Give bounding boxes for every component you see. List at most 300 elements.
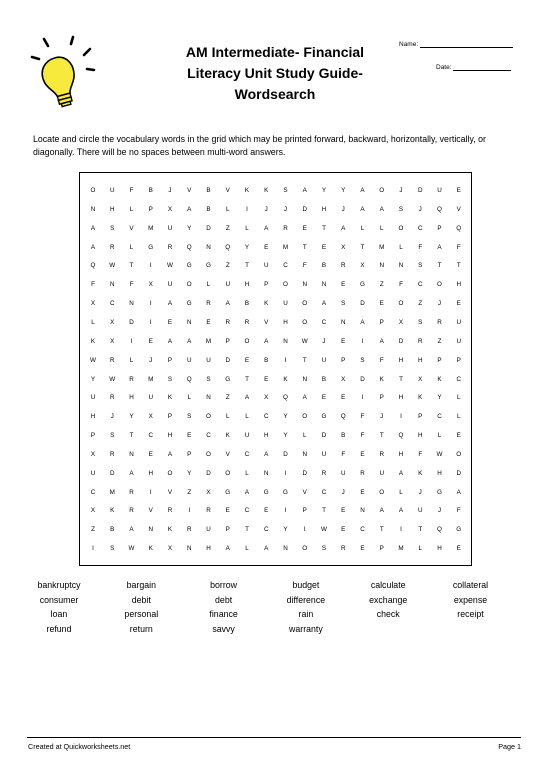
grid-letter[interactable]: T bbox=[437, 262, 442, 270]
grid-letter[interactable]: Y bbox=[437, 394, 442, 402]
grid-letter[interactable]: L bbox=[91, 318, 95, 326]
grid-letter[interactable]: Q bbox=[90, 262, 96, 270]
grid-letter[interactable]: H bbox=[129, 394, 134, 402]
grid-letter[interactable]: Y bbox=[321, 187, 327, 194]
grid-letter[interactable]: J bbox=[168, 187, 172, 194]
grid-letter[interactable]: P bbox=[167, 413, 173, 421]
grid-letter[interactable]: Q bbox=[186, 243, 192, 251]
grid-letter[interactable]: R bbox=[129, 507, 134, 515]
grid-letter[interactable]: O bbox=[90, 187, 96, 194]
grid-letter[interactable]: J bbox=[283, 205, 288, 213]
grid-letter[interactable]: E bbox=[321, 243, 327, 251]
grid-letter[interactable]: P bbox=[341, 356, 346, 364]
grid-letter[interactable]: L bbox=[456, 394, 461, 402]
grid-letter[interactable]: F bbox=[129, 281, 134, 289]
grid-letter[interactable]: W bbox=[128, 545, 135, 553]
grid-letter[interactable]: R bbox=[206, 507, 211, 515]
grid-letter[interactable]: S bbox=[341, 300, 346, 308]
grid-letter[interactable]: H bbox=[456, 281, 462, 289]
grid-letter[interactable]: J bbox=[341, 205, 345, 213]
grid-letter[interactable]: R bbox=[129, 488, 134, 496]
grid-letter[interactable]: J bbox=[110, 413, 114, 421]
grid-letter[interactable]: I bbox=[149, 300, 152, 308]
grid-letter[interactable]: F bbox=[399, 281, 403, 289]
grid-letter[interactable]: A bbox=[456, 488, 461, 496]
grid-letter[interactable]: C bbox=[417, 281, 423, 289]
grid-letter[interactable]: J bbox=[418, 205, 422, 213]
grid-letter[interactable]: Y bbox=[283, 432, 288, 440]
grid-letter[interactable]: Q bbox=[186, 375, 192, 383]
grid-letter[interactable]: W bbox=[436, 450, 443, 458]
grid-letter[interactable]: J bbox=[264, 205, 268, 213]
grid-letter[interactable]: A bbox=[264, 545, 269, 553]
grid-letter[interactable]: O bbox=[302, 318, 308, 326]
grid-letter[interactable]: Z bbox=[418, 300, 423, 308]
grid-letter[interactable]: H bbox=[417, 432, 423, 440]
grid-letter[interactable]: L bbox=[206, 281, 211, 289]
grid-letter[interactable]: E bbox=[456, 545, 461, 553]
grid-letter[interactable]: C bbox=[360, 526, 365, 534]
grid-letter[interactable]: L bbox=[129, 356, 134, 364]
grid-letter[interactable]: Y bbox=[187, 469, 192, 477]
grid-letter[interactable]: C bbox=[456, 375, 462, 383]
grid-letter[interactable]: U bbox=[379, 469, 385, 477]
grid-letter[interactable]: F bbox=[91, 281, 95, 289]
grid-letter[interactable]: R bbox=[167, 507, 173, 515]
grid-letter[interactable]: G bbox=[148, 243, 154, 251]
grid-letter[interactable]: D bbox=[417, 187, 423, 194]
grid-letter[interactable]: K bbox=[167, 526, 173, 534]
grid-letter[interactable]: G bbox=[283, 488, 288, 496]
grid-letter[interactable]: Q bbox=[398, 432, 404, 440]
grid-letter[interactable]: O bbox=[186, 281, 192, 289]
grid-letter[interactable]: V bbox=[225, 450, 230, 458]
grid-letter[interactable]: R bbox=[340, 262, 346, 270]
grid-letter[interactable]: E bbox=[206, 318, 211, 326]
grid-letter[interactable]: T bbox=[456, 262, 461, 270]
grid-letter[interactable]: F bbox=[360, 413, 365, 421]
grid-letter[interactable]: E bbox=[187, 432, 192, 440]
grid-letter[interactable]: T bbox=[245, 526, 249, 534]
grid-letter[interactable]: T bbox=[129, 262, 134, 270]
grid-letter[interactable]: G bbox=[225, 488, 231, 496]
grid-letter[interactable]: O bbox=[302, 300, 308, 308]
grid-letter[interactable]: Y bbox=[187, 224, 192, 232]
grid-letter[interactable]: E bbox=[264, 507, 269, 515]
grid-letter[interactable]: L bbox=[360, 224, 365, 232]
grid-letter[interactable]: J bbox=[418, 488, 422, 496]
grid-letter[interactable]: I bbox=[361, 394, 364, 402]
grid-letter[interactable]: A bbox=[302, 394, 307, 402]
grid-letter[interactable]: E bbox=[341, 337, 346, 345]
grid-letter[interactable]: C bbox=[244, 507, 250, 515]
grid-letter[interactable]: H bbox=[398, 450, 404, 458]
grid-letter[interactable]: P bbox=[90, 432, 96, 440]
grid-letter[interactable]: Z bbox=[379, 281, 384, 289]
grid-letter[interactable]: N bbox=[283, 545, 288, 553]
grid-letter[interactable]: I bbox=[149, 318, 152, 326]
grid-letter[interactable]: Q bbox=[437, 526, 442, 534]
grid-letter[interactable]: A bbox=[341, 224, 346, 232]
grid-letter[interactable]: H bbox=[398, 356, 404, 364]
grid-letter[interactable]: U bbox=[244, 432, 250, 440]
grid-letter[interactable]: D bbox=[302, 469, 308, 477]
grid-letter[interactable]: T bbox=[322, 507, 326, 515]
grid-letter[interactable]: U bbox=[456, 318, 462, 326]
grid-letter[interactable]: K bbox=[264, 187, 269, 194]
grid-letter[interactable]: O bbox=[302, 545, 308, 553]
grid-letter[interactable]: R bbox=[109, 243, 115, 251]
grid-letter[interactable]: S bbox=[167, 375, 173, 383]
grid-letter[interactable]: C bbox=[437, 413, 442, 421]
grid-letter[interactable]: E bbox=[456, 432, 461, 440]
grid-letter[interactable]: O bbox=[206, 450, 211, 458]
grid-letter[interactable]: A bbox=[264, 450, 269, 458]
grid-letter[interactable]: G bbox=[437, 488, 442, 496]
grid-letter[interactable]: S bbox=[360, 356, 365, 364]
grid-letter[interactable]: F bbox=[379, 356, 384, 364]
grid-letter[interactable]: P bbox=[187, 450, 192, 458]
grid-letter[interactable]: O bbox=[398, 224, 404, 232]
grid-letter[interactable]: Q bbox=[437, 205, 442, 213]
grid-letter[interactable]: T bbox=[360, 243, 365, 251]
grid-letter[interactable]: L bbox=[399, 243, 403, 251]
grid-letter[interactable]: K bbox=[148, 545, 153, 553]
grid-letter[interactable]: X bbox=[167, 545, 173, 553]
grid-letter[interactable]: Z bbox=[225, 224, 230, 232]
grid-letter[interactable]: A bbox=[437, 243, 442, 251]
grid-letter[interactable]: K bbox=[418, 469, 423, 477]
grid-letter[interactable]: A bbox=[264, 224, 269, 232]
grid-letter[interactable]: H bbox=[437, 469, 442, 477]
grid-letter[interactable]: A bbox=[360, 187, 365, 194]
grid-letter[interactable]: F bbox=[341, 450, 346, 458]
grid-letter[interactable]: S bbox=[110, 545, 115, 553]
grid-letter[interactable]: L bbox=[225, 413, 230, 421]
grid-letter[interactable]: M bbox=[282, 243, 289, 251]
grid-letter[interactable]: M bbox=[148, 224, 154, 232]
grid-letter[interactable]: G bbox=[206, 262, 211, 270]
grid-letter[interactable]: L bbox=[245, 545, 249, 553]
grid-letter[interactable]: E bbox=[341, 281, 346, 289]
grid-letter[interactable]: P bbox=[264, 281, 269, 289]
grid-letter[interactable]: E bbox=[148, 337, 153, 345]
grid-letter[interactable]: A bbox=[360, 205, 365, 213]
grid-letter[interactable]: G bbox=[186, 262, 192, 270]
grid-letter[interactable]: Z bbox=[91, 526, 95, 534]
grid-letter[interactable]: U bbox=[225, 281, 231, 289]
grid-letter[interactable]: N bbox=[302, 281, 308, 289]
grid-letter[interactable]: O bbox=[302, 413, 308, 421]
grid-letter[interactable]: N bbox=[321, 281, 327, 289]
grid-letter[interactable]: O bbox=[283, 281, 288, 289]
grid-letter[interactable]: L bbox=[245, 224, 249, 232]
grid-letter[interactable]: A bbox=[225, 300, 230, 308]
grid-letter[interactable]: R bbox=[109, 356, 115, 364]
letter-grid[interactable] bbox=[79, 172, 472, 566]
grid-letter[interactable]: N bbox=[186, 545, 192, 553]
grid-letter[interactable]: N bbox=[186, 318, 192, 326]
grid-letter[interactable]: R bbox=[167, 243, 173, 251]
grid-letter[interactable]: Z bbox=[225, 262, 230, 270]
grid-letter[interactable]: U bbox=[321, 450, 327, 458]
grid-letter[interactable]: G bbox=[360, 281, 365, 289]
grid-letter[interactable]: L bbox=[129, 243, 134, 251]
grid-letter[interactable]: K bbox=[283, 375, 288, 383]
grid-letter[interactable]: G bbox=[225, 375, 231, 383]
grid-letter[interactable]: R bbox=[129, 375, 134, 383]
grid-letter[interactable]: D bbox=[225, 356, 231, 364]
grid-letter[interactable]: E bbox=[264, 375, 269, 383]
grid-letter[interactable]: H bbox=[417, 356, 423, 364]
grid-letter[interactable]: J bbox=[322, 337, 326, 345]
grid-letter[interactable]: A bbox=[360, 318, 365, 326]
grid-letter[interactable]: E bbox=[244, 356, 250, 364]
grid-letter[interactable]: G bbox=[263, 488, 269, 496]
grid-letter[interactable]: V bbox=[264, 318, 269, 326]
grid-letter[interactable]: P bbox=[148, 205, 153, 213]
grid-letter[interactable]: I bbox=[284, 356, 287, 364]
grid-letter[interactable]: X bbox=[90, 507, 96, 515]
grid-letter[interactable]: T bbox=[245, 262, 249, 270]
grid-letter[interactable]: C bbox=[244, 450, 250, 458]
grid-letter[interactable]: T bbox=[302, 356, 307, 364]
grid-letter[interactable]: V bbox=[129, 224, 134, 232]
grid-letter[interactable]: R bbox=[109, 394, 115, 402]
grid-letter[interactable]: C bbox=[263, 526, 269, 534]
grid-letter[interactable]: E bbox=[264, 243, 269, 251]
grid-letter[interactable]: J bbox=[341, 488, 345, 496]
grid-letter[interactable]: X bbox=[167, 205, 173, 213]
grid-letter[interactable]: I bbox=[284, 469, 287, 477]
grid-letter[interactable]: S bbox=[321, 545, 327, 553]
grid-letter[interactable]: V bbox=[148, 507, 153, 515]
grid-letter[interactable]: W bbox=[321, 526, 327, 534]
grid-letter[interactable]: D bbox=[398, 337, 404, 345]
grid-letter[interactable]: C bbox=[263, 413, 269, 421]
grid-letter[interactable]: K bbox=[90, 337, 96, 345]
grid-letter[interactable]: P bbox=[379, 545, 384, 553]
grid-letter[interactable]: F bbox=[456, 243, 461, 251]
grid-letter[interactable]: P bbox=[456, 356, 461, 364]
grid-letter[interactable]: N bbox=[302, 375, 308, 383]
grid-letter[interactable]: B bbox=[206, 187, 211, 194]
grid-letter[interactable]: Q bbox=[225, 243, 231, 251]
grid-letter[interactable]: Y bbox=[283, 526, 288, 534]
grid-letter[interactable]: A bbox=[321, 300, 327, 308]
grid-letter[interactable]: A bbox=[90, 224, 96, 232]
grid-letter[interactable]: G bbox=[186, 300, 192, 308]
grid-letter[interactable]: A bbox=[379, 205, 384, 213]
grid-letter[interactable]: R bbox=[379, 450, 385, 458]
grid-letter[interactable]: N bbox=[148, 526, 154, 534]
grid-letter[interactable]: U bbox=[167, 224, 173, 232]
grid-letter[interactable]: P bbox=[167, 356, 173, 364]
grid-letter[interactable]: V bbox=[302, 488, 307, 496]
grid-letter[interactable]: R bbox=[244, 318, 250, 326]
name-field[interactable] bbox=[399, 41, 513, 48]
grid-letter[interactable]: H bbox=[263, 432, 269, 440]
grid-letter[interactable]: W bbox=[301, 337, 308, 345]
grid-letter[interactable]: R bbox=[340, 545, 346, 553]
grid-letter[interactable]: C bbox=[206, 432, 211, 440]
grid-letter[interactable]: L bbox=[245, 469, 249, 477]
grid-letter[interactable]: H bbox=[437, 545, 442, 553]
grid-letter[interactable]: Q bbox=[456, 224, 462, 232]
grid-letter[interactable]: N bbox=[129, 300, 134, 308]
grid-letter[interactable]: N bbox=[283, 337, 288, 345]
grid-letter[interactable]: L bbox=[399, 488, 403, 496]
grid-letter[interactable]: T bbox=[302, 243, 307, 251]
grid-letter[interactable]: X bbox=[264, 394, 269, 402]
grid-letter[interactable]: U bbox=[437, 187, 442, 194]
grid-letter[interactable]: U bbox=[206, 526, 211, 534]
grid-letter[interactable]: N bbox=[360, 507, 365, 515]
grid-letter[interactable]: C bbox=[90, 488, 96, 496]
grid-letter[interactable]: M bbox=[148, 375, 154, 383]
grid-letter[interactable]: U bbox=[340, 469, 346, 477]
grid-letter[interactable]: E bbox=[225, 507, 230, 515]
grid-letter[interactable]: F bbox=[418, 243, 423, 251]
grid-letter[interactable]: B bbox=[341, 432, 346, 440]
grid-letter[interactable]: D bbox=[206, 469, 211, 477]
grid-letter[interactable]: A bbox=[90, 243, 96, 251]
grid-letter[interactable]: I bbox=[149, 262, 152, 270]
grid-letter[interactable]: E bbox=[360, 450, 365, 458]
grid-letter[interactable]: S bbox=[283, 187, 288, 194]
grid-letter[interactable]: R bbox=[360, 469, 365, 477]
grid-letter[interactable]: S bbox=[110, 224, 115, 232]
grid-letter[interactable]: L bbox=[187, 394, 191, 402]
grid-letter[interactable]: X bbox=[90, 450, 96, 458]
grid-letter[interactable]: F bbox=[129, 187, 134, 194]
grid-letter[interactable]: P bbox=[379, 318, 384, 326]
grid-letter[interactable]: N bbox=[109, 281, 115, 289]
grid-letter[interactable]: V bbox=[456, 205, 461, 213]
grid-letter[interactable]: B bbox=[206, 205, 211, 213]
grid-letter[interactable]: U bbox=[90, 469, 96, 477]
grid-letter[interactable]: R bbox=[321, 469, 327, 477]
grid-letter[interactable]: J bbox=[437, 507, 442, 515]
grid-letter[interactable]: N bbox=[206, 394, 211, 402]
grid-letter[interactable]: B bbox=[264, 356, 269, 364]
grid-letter[interactable]: P bbox=[302, 507, 307, 515]
grid-letter[interactable]: O bbox=[167, 469, 173, 477]
grid-letter[interactable]: J bbox=[437, 300, 442, 308]
grid-letter[interactable]: C bbox=[148, 432, 154, 440]
grid-letter[interactable]: T bbox=[322, 224, 326, 232]
grid-letter[interactable]: L bbox=[129, 205, 134, 213]
grid-letter[interactable]: F bbox=[360, 432, 365, 440]
grid-letter[interactable]: Z bbox=[225, 394, 230, 402]
grid-letter[interactable]: V bbox=[187, 187, 192, 194]
grid-letter[interactable]: T bbox=[418, 526, 423, 534]
grid-letter[interactable]: T bbox=[379, 432, 384, 440]
grid-letter[interactable]: X bbox=[341, 243, 346, 251]
grid-letter[interactable]: O bbox=[379, 187, 385, 194]
grid-letter[interactable]: I bbox=[149, 488, 152, 496]
grid-letter[interactable]: B bbox=[321, 375, 327, 383]
grid-letter[interactable]: R bbox=[206, 300, 211, 308]
grid-letter[interactable]: A bbox=[187, 337, 192, 345]
grid-letter[interactable]: H bbox=[148, 469, 154, 477]
grid-letter[interactable]: A bbox=[129, 469, 134, 477]
grid-letter[interactable]: N bbox=[206, 243, 211, 251]
grid-letter[interactable]: B bbox=[321, 262, 327, 270]
grid-letter[interactable]: S bbox=[418, 262, 423, 270]
grid-letter[interactable]: D bbox=[360, 375, 365, 383]
grid-letter[interactable]: K bbox=[437, 375, 442, 383]
grid-letter[interactable]: E bbox=[341, 507, 346, 515]
grid-letter[interactable]: E bbox=[360, 488, 365, 496]
grid-letter[interactable]: D bbox=[283, 450, 288, 458]
grid-letter[interactable]: I bbox=[303, 526, 306, 534]
grid-letter[interactable]: X bbox=[206, 488, 211, 496]
grid-letter[interactable]: R bbox=[225, 318, 231, 326]
grid-letter[interactable]: T bbox=[379, 526, 384, 534]
grid-letter[interactable]: P bbox=[437, 224, 442, 232]
grid-letter[interactable]: L bbox=[302, 432, 307, 440]
grid-letter[interactable]: E bbox=[456, 300, 461, 308]
grid-letter[interactable]: H bbox=[398, 394, 404, 402]
grid-letter[interactable]: H bbox=[283, 318, 288, 326]
grid-letter[interactable]: T bbox=[245, 375, 249, 383]
grid-letter[interactable]: A bbox=[264, 337, 269, 345]
grid-letter[interactable]: H bbox=[90, 413, 96, 421]
grid-letter[interactable]: P bbox=[437, 356, 442, 364]
grid-letter[interactable]: R bbox=[109, 450, 115, 458]
grid-letter[interactable]: E bbox=[341, 394, 346, 402]
grid-letter[interactable]: P bbox=[225, 526, 230, 534]
grid-letter[interactable]: W bbox=[90, 356, 96, 364]
grid-letter[interactable]: E bbox=[456, 187, 461, 194]
grid-letter[interactable]: A bbox=[379, 507, 384, 515]
grid-letter[interactable]: I bbox=[130, 337, 133, 345]
grid-letter[interactable]: N bbox=[340, 318, 346, 326]
grid-letter[interactable]: U bbox=[263, 262, 269, 270]
grid-letter[interactable]: O bbox=[244, 337, 250, 345]
grid-letter[interactable]: A bbox=[187, 205, 192, 213]
grid-letter[interactable]: O bbox=[398, 300, 404, 308]
grid-letter[interactable]: N bbox=[302, 450, 308, 458]
grid-letter[interactable]: A bbox=[244, 394, 250, 402]
grid-letter[interactable]: U bbox=[456, 337, 462, 345]
grid-letter[interactable]: X bbox=[418, 375, 423, 383]
grid-letter[interactable]: C bbox=[321, 318, 327, 326]
grid-letter[interactable]: U bbox=[148, 394, 154, 402]
grid-letter[interactable]: B bbox=[244, 300, 250, 308]
grid-letter[interactable]: Y bbox=[341, 187, 346, 194]
grid-letter[interactable]: A bbox=[398, 507, 404, 515]
grid-letter[interactable]: X bbox=[148, 413, 153, 421]
grid-letter[interactable]: E bbox=[379, 300, 384, 308]
grid-letter[interactable]: A bbox=[302, 187, 307, 194]
grid-letter[interactable]: X bbox=[110, 318, 115, 326]
grid-letter[interactable]: W bbox=[109, 375, 116, 383]
grid-letter[interactable]: S bbox=[398, 205, 404, 213]
grid-letter[interactable]: M bbox=[205, 337, 212, 345]
grid-letter[interactable]: U bbox=[283, 300, 288, 308]
grid-letter[interactable]: R bbox=[437, 318, 442, 326]
grid-letter[interactable]: D bbox=[206, 224, 211, 232]
grid-letter[interactable]: L bbox=[225, 205, 230, 213]
grid-letter[interactable]: K bbox=[110, 507, 115, 515]
grid-letter[interactable]: H bbox=[206, 545, 211, 553]
grid-letter[interactable]: L bbox=[418, 545, 422, 553]
grid-letter[interactable]: B bbox=[110, 526, 115, 534]
grid-letter[interactable]: K bbox=[379, 375, 384, 383]
grid-letter[interactable]: C bbox=[417, 224, 423, 232]
